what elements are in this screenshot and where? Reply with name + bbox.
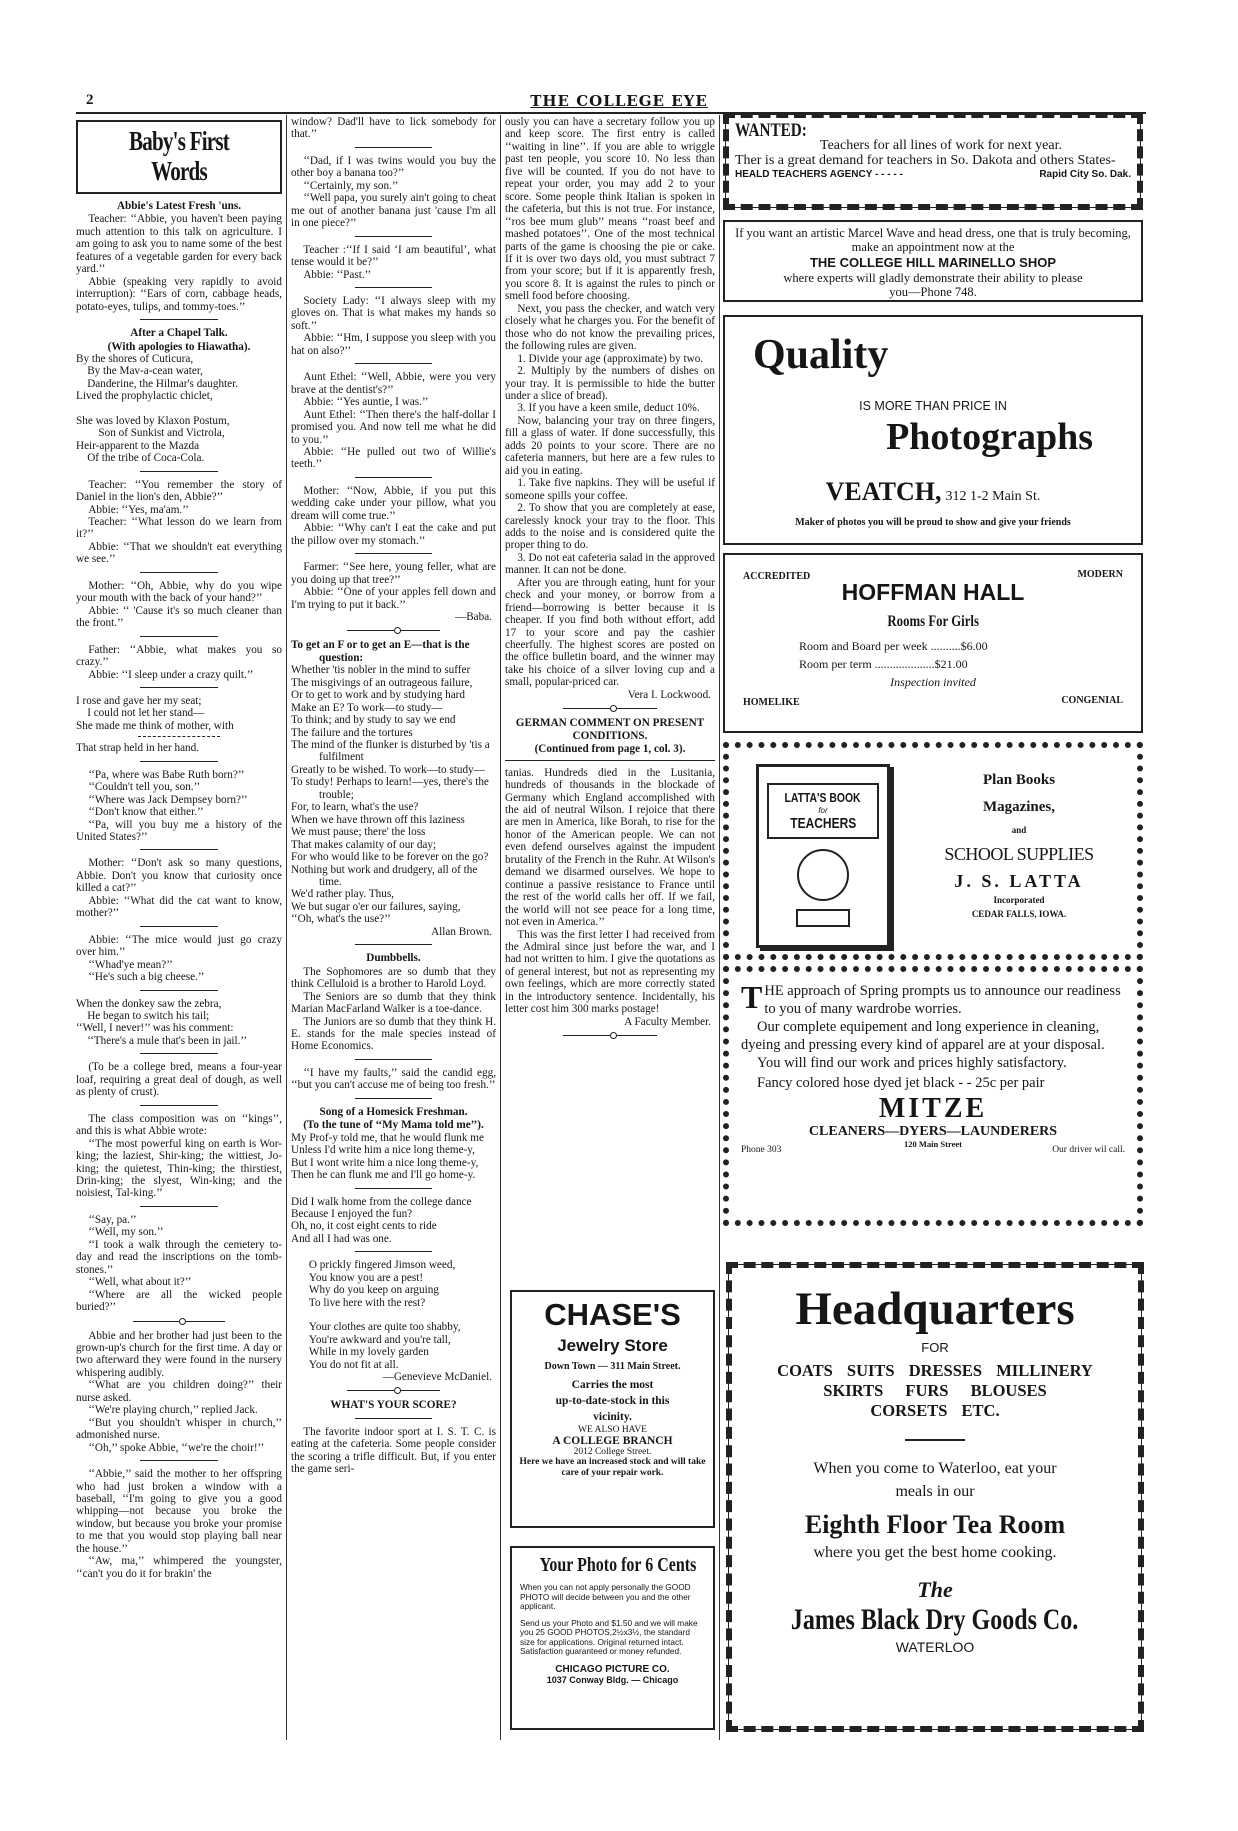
paragraph: Abbie: ‘‘The mice would just go crazy over him.’’ xyxy=(76,933,282,959)
paragraph: Father: ‘‘Abbie, what makes you so crazy.’’ xyxy=(76,643,282,669)
mitze-name: MITZE xyxy=(878,1093,988,1124)
paragraph: Next, you pass the checker, and watch very closely what he charges you. For the benefit of those who do not know the prevailing prices, the following rules are given. xyxy=(505,302,715,353)
paragraph: ‘‘Say, pa.’’ xyxy=(88,1213,137,1226)
paragraph: Teacher: ‘‘What lesson do we learn from it?’’ xyxy=(76,515,282,541)
wanted-line2: Ther is a great demand for teachers in So. Dakota and others States- xyxy=(735,153,1116,168)
divider xyxy=(140,1053,218,1054)
veatch-photographs: Photographs xyxy=(886,416,1093,458)
paragraph: ‘‘Certainly, my son.’’ xyxy=(303,179,399,192)
paragraph: ously you can have a secretary follow you up and keep score. The first entry is called ‘‘waiting in line’’. If you are able to wriggle past ten people, you score 10. No less than five will be counted. If you do not have to repeat your order, you may add 2 to your score. Some people think Italian is spoken in the cafeteria, but this is not true. For instance, ‘‘ros bee mum glub’’ means ‘‘roast beef and mashed potatoes’’. One of the most technical parts of the game is choosing the pie or cake. If it is over two days old, you must subtract 7 from your score; but if it is apparently fresh, you score 8. It is against the rules to pinch or smell food before choosing. xyxy=(505,116,715,303)
paragraph: Abbie: ‘‘Yes auntie, I was.’’ xyxy=(303,396,429,409)
paragraph: Abbie: ‘‘Hm, I suppose you sleep with you hat on also?’’ xyxy=(291,332,496,357)
divider xyxy=(140,1206,218,1207)
latta-book-illustration xyxy=(756,764,890,948)
verse-line: Lived the prophylactic chiclet, xyxy=(76,390,213,403)
divider xyxy=(140,990,218,991)
heading: Song of a Homesick Freshman. xyxy=(319,1105,468,1118)
divider xyxy=(505,760,715,761)
paragraph: Society Lady: ‘‘I always sleep with my gloves on. That is what makes my hands so soft.’’ xyxy=(291,294,496,332)
verse-line: While in my lovely garden xyxy=(308,1346,429,1359)
byline: Allan Brown. xyxy=(431,925,492,938)
latta-and: and xyxy=(1011,825,1027,835)
divider xyxy=(355,287,433,288)
marinello-shop: THE COLLEGE HILL MARINELLO SHOP xyxy=(809,255,1057,270)
mitze-trades: CLEANERS—DYERS—LAUNDERERS xyxy=(808,1124,1058,1139)
paragraph: ‘‘We're playing church,’’ replied Jack. xyxy=(88,1404,258,1417)
verse-line: To live here with the rest? xyxy=(308,1296,426,1309)
chase-also: WE ALSO HAVE xyxy=(578,1425,647,1435)
verse-line: My Prof-y told me, that he would flunk me xyxy=(291,1131,484,1144)
paragraph: ‘‘Abbie,’’ said the mother to her offspring who had just broken a window with a baseball, ‘‘I'm going to give you a good whipping—not because you broke the window, but because you broke your promise to me that you would stop playing ball near the house.’’ xyxy=(76,1468,282,1555)
verse-line: We must pause; there' the loss xyxy=(291,826,426,839)
jb-company: James Black Dry Goods Co. xyxy=(791,1603,1079,1636)
verse-line: Why do you keep on arguing xyxy=(308,1284,439,1297)
heading: After a Chapel Talk. xyxy=(130,327,228,340)
verse-line: Your clothes are quite too shabby, xyxy=(308,1321,461,1334)
chase-line2: up-to-date-stock in this xyxy=(555,1395,670,1407)
heading: GERMAN COMMENT ON PRESENT CONDITIONS. xyxy=(515,717,705,742)
chase-name: CHASE'S xyxy=(544,1297,681,1332)
hoffman-row-board: Room and Board per week ..........$6.00 xyxy=(799,639,988,653)
verse-line: To think; and by study to say we end xyxy=(291,714,456,727)
verse-line: Of the tribe of Coca-Cola. xyxy=(87,452,205,465)
paragraph: Abbie: ‘‘One of your apples fell down and I'm trying to put it back.’’ xyxy=(291,586,496,611)
paragraph: 3. If you have a keen smile, deduct 10%. xyxy=(517,402,700,415)
verse-line: For, to learn, what's the use? xyxy=(291,801,419,814)
paragraph: After you are through eating, hunt for your check and your money, or borrow from a friend—borrowing is better because it is cheaper. If you find both without effort, add 17 to your score and pay the cashier cheerfully. The highest scores are posted on the office bulletin board, and the winner may take his choice of a silver loving cup and a small, popular-priced car. xyxy=(505,576,715,689)
paragraph: Abbie: ‘‘That we shouldn't eat everything we see.’’ xyxy=(76,540,282,566)
hoffman-congenial: CONGENIAL xyxy=(1061,695,1123,706)
paragraph: ‘‘What are you children doing?’’ their nurse asked. xyxy=(76,1379,282,1404)
mitze-address: 120 Main Street xyxy=(904,1139,962,1149)
heading: To get an F or to get an E—that is the question: xyxy=(291,639,470,664)
paragraph: ‘‘He's such a big cheese.’’ xyxy=(88,971,205,984)
marinello-ad xyxy=(723,220,1143,302)
latta-school-supplies-ad xyxy=(723,742,1143,960)
latta-incorporated: Incorporated xyxy=(993,895,1045,905)
veatch-name: VEATCH, xyxy=(825,477,942,506)
paragraph: Farmer: ‘‘See here, young feller, what are you doing up that tree?’’ xyxy=(291,561,496,586)
jb-the: The xyxy=(917,1577,953,1602)
paragraph: ‘‘Well, my son.’’ xyxy=(88,1226,164,1239)
jb-tearoom: Eighth Floor Tea Room xyxy=(804,1510,1066,1539)
photo-ad xyxy=(510,1546,715,1730)
verse-line: Danderine, the Hilmar's daughter. xyxy=(87,377,239,390)
paragraph: 3. Do not eat cafeteria salad in the approved manner. It can not be done. xyxy=(505,551,715,577)
verse-line: By the Mav-a-cean water, xyxy=(87,365,203,378)
verse-line: We but sugar o'er our failures, saying, xyxy=(291,900,461,913)
paragraph: Abbie: ‘‘What did the cat want to know, mother?’’ xyxy=(76,894,282,920)
verse-line: Because I enjoyed the fun? xyxy=(291,1207,413,1220)
veatch-tagline: Maker of photos you will be proud to show and give your friends xyxy=(795,517,1071,528)
stanza-break xyxy=(291,1309,496,1321)
photo-ad-company: CHICAGO PICTURE CO. xyxy=(555,1663,670,1675)
divider xyxy=(140,636,218,637)
divider xyxy=(355,1188,433,1189)
book-emblem-icon xyxy=(797,849,849,901)
paragraph: Abbie: ‘‘Past.’’ xyxy=(303,268,372,281)
hoffman-title: HOFFMAN HALL xyxy=(841,579,1025,605)
verse-line: Unless I'd write him a nice long theme-y, xyxy=(291,1144,475,1157)
wanted-title: WANTED: xyxy=(735,120,807,141)
column-1 xyxy=(76,116,282,1736)
verse-line: She made me think of mother, with xyxy=(76,719,234,732)
hoffman-subtitle: Rooms For Girls xyxy=(887,613,979,630)
divider xyxy=(355,553,433,554)
jb-text-2: where you get the best home cooking. xyxy=(813,1544,1057,1561)
paragraph: ‘‘Dad, if I was twins would you buy the other boy a banana too?’’ xyxy=(291,154,496,180)
verse-line: Nothing but work and drudgery, all of the time. xyxy=(291,863,478,889)
byline: —Genevieve McDaniel. xyxy=(382,1370,492,1383)
divider xyxy=(355,1059,433,1060)
wanted-line1: Teachers for all lines of work for next year. xyxy=(820,138,1062,153)
divider xyxy=(140,572,218,573)
verse-line: Did I walk home from the college dance xyxy=(291,1195,472,1208)
mitze-drop-cap: T xyxy=(741,979,763,1015)
verse-line: ‘‘Well, I never!’’ was his comment: xyxy=(76,1022,234,1035)
photo-ad-address: 1037 Conway Bldg. — Chicago xyxy=(546,1674,679,1685)
divider xyxy=(563,708,658,709)
photo-ad-text-1: When you can not apply personally the GOOD PHOTO will decide between you and the other applicant. xyxy=(520,1582,691,1611)
paragraph: Abbie: ‘‘ 'Cause it's so much cleaner than the front.’’ xyxy=(76,604,282,630)
divider xyxy=(355,477,433,478)
divider xyxy=(140,319,218,320)
masthead: THE COLLEGE EYE xyxy=(530,92,708,110)
chase-branch-address: 2012 College Street. xyxy=(573,1447,652,1457)
paragraph: ‘‘Well, what about it?’’ xyxy=(88,1276,192,1289)
paragraph: (To be a college bred, means a four-year loaf, requiring a great deal of dough, as well as plenty of crust). xyxy=(76,1061,282,1099)
paragraph: ‘‘Pa, will you buy me a history of the United States?’’ xyxy=(76,818,282,844)
paragraph: This was the first letter I had received from the Admiral since just before the war, and I had not written to him. I give the quotations as of general interest, but not as representing my own feelings, which are more correctly stated in the introductory sentence. Incidentally, his letter cost him 300 marks postage! xyxy=(505,928,715,1016)
divider xyxy=(140,761,218,762)
chase-branch-text: Here we have an increased stock and will take care of your repair work. xyxy=(519,1457,706,1478)
subheading: (With apologies to Hiawatha). xyxy=(107,340,251,353)
byline: Vera I. Lockwood. xyxy=(627,688,711,701)
veatch-photographs-ad xyxy=(723,315,1143,545)
verse-line: The misgivings of an outrageous failure, xyxy=(291,676,473,689)
veatch-address: 312 1-2 Main St. xyxy=(945,489,1041,504)
paragraph: Abbie and her brother had just been to the grown-up's church for the first time. A day or two afterward they were found in the nursery whispering audibly. xyxy=(76,1329,282,1379)
verse-line: That makes calamity of our day; xyxy=(291,838,437,851)
marinello-line2: where experts will gladly demonstrate their ability to please you—Phone 748. xyxy=(783,271,1083,299)
paragraph: The favorite indoor sport at I. S. T. C. is eating at the cafeteria. Some people consider the scoring a trifle difficult. But, if you enter the game seri- xyxy=(291,1425,496,1476)
hoffman-hall-ad xyxy=(723,553,1143,733)
divider xyxy=(347,630,439,631)
paragraph: The Seniors are so dumb that they think Marian MacFarland Walker is a toe-dance. xyxy=(291,990,496,1016)
mitze-text-4: Fancy colored hose dyed jet black - - 25c per pair xyxy=(757,1075,1045,1091)
paragraph: Abbie: ‘‘He pulled out two of Willie's teeth.’’ xyxy=(291,445,496,471)
chase-jewelry-ad xyxy=(510,1290,715,1528)
chase-line3: vicinity. xyxy=(593,1411,632,1423)
paragraph: window? Dad'll have to lick somebody for that.’’ xyxy=(291,116,496,141)
divider xyxy=(140,1460,218,1461)
verse-line: We'd rather play. Thus, xyxy=(291,888,395,901)
divider xyxy=(355,1251,433,1252)
verse-line: That strap held in her hand. xyxy=(76,742,200,755)
verse-line: O prickly fingered Jimson weed, xyxy=(308,1259,456,1272)
verse-line: But I wont write him a nice long theme-y, xyxy=(291,1156,479,1169)
paragraph: Teacher :‘‘If I said ‘I am beautiful’, what tense would it be?’’ xyxy=(291,243,496,269)
paragraph: ‘‘But you shouldn't whisper in church,’’ admonished nurse. xyxy=(76,1416,282,1442)
book-title-for: for xyxy=(818,806,828,815)
verse-line: And all I had was one. xyxy=(291,1232,392,1245)
jb-text-1: When you come to Waterloo, eat your meals in our xyxy=(813,1460,1057,1500)
verse-line: Or to get to work and by studying hard xyxy=(291,689,466,702)
verse-line: For who would like to be forever on the go? xyxy=(291,851,489,864)
mitze-cleaners-ad xyxy=(723,966,1143,1226)
divider xyxy=(355,147,433,148)
byline: —Baba. xyxy=(455,610,492,623)
page-number: 2 xyxy=(86,92,94,108)
paragraph: ‘‘Aw, ma,’’ whimpered the youngster, ‘‘can't you do it for brakin' the xyxy=(76,1555,282,1580)
paragraph: ‘‘I have my faults,’’ said the candid egg, ‘‘but you can't accuse me of being too fresh.’’ xyxy=(291,1066,496,1092)
paragraph: Abbie (speaking very rapidly to avoid interruption): ‘‘Ears of corn, cabbage heads, potato-eyes, tulips, and tommy-toes.’’ xyxy=(76,275,282,313)
paragraph: ‘‘Pa, where was Babe Ruth born?’’ xyxy=(88,768,245,781)
column-divider xyxy=(286,115,287,1740)
paragraph: Aunt Ethel: ‘‘Then there's the half-dollar I promised you. And now tell me what he did to you.’’ xyxy=(291,408,496,446)
mitze-text-2: Our complete equipement and long experience in cleaning, dyeing and pressing every kind of apparel are at your disposal. xyxy=(741,1019,1105,1053)
verse-line: By the shores of Cuticura, xyxy=(76,352,194,365)
verse-line: I could not let her stand— xyxy=(87,707,205,720)
wanted-agency: HEALD TEACHERS AGENCY - - - - - xyxy=(735,169,903,180)
subheading: (To the tune of ‘‘My Mama told me’’). xyxy=(303,1119,484,1132)
verse-line: She was loved by Klaxon Postum, xyxy=(76,414,230,427)
paragraph: ‘‘Couldn't tell you, son.’’ xyxy=(88,781,201,794)
chase-subtitle: Jewelry Store xyxy=(557,1336,668,1355)
book-title-line2: TEACHERS xyxy=(789,815,856,832)
james-black-dry-goods-ad xyxy=(726,1262,1144,1732)
veatch-mid: IS MORE THAN PRICE IN xyxy=(859,399,1007,413)
photo-ad-title: Your Photo for 6 Cents xyxy=(539,1554,697,1576)
hoffman-accredited: ACCREDITED xyxy=(743,571,811,582)
latta-city: CEDAR FALLS, IOWA. xyxy=(971,909,1067,919)
mitze-phone: Phone 303 xyxy=(741,1145,782,1155)
latta-school-supplies: SCHOOL SUPPLIES xyxy=(944,844,1094,864)
photo-ad-text-2: Send us your Photo and $1.50 and we will make you 25 GOOD PHOTOS,2½x3½, the standard size for applications. Original returned intact. Satisfaction guaranteed or money refunded. xyxy=(520,1617,698,1656)
wanted-city: Rapid City So. Dak. xyxy=(1039,169,1131,180)
verse-line: I rose and gave her my seat; xyxy=(76,694,202,707)
verse-line: Whether 'tis nobler in the mind to suffer xyxy=(291,664,471,677)
latta-magazines: Magazines, xyxy=(982,799,1056,815)
paragraph: Mother: ‘‘Don't ask so many questions, Abbie. Don't you know that curiosity once killed a cat?’’ xyxy=(76,857,282,895)
paragraph: The Sophomores are so dumb that they think Celluloid is a brother to Harold Loyd. xyxy=(291,965,496,991)
column-2 xyxy=(291,116,496,1736)
paragraph: Mother: ‘‘Oh, Abbie, why do you wipe your mouth with the back of your hand?’’ xyxy=(76,579,282,605)
paragraph: Teacher: ‘‘Abbie, you haven't been paying much attention to this talk on agriculture. I am going to ask you to name some of the best features of a vegetable garden for every back yard.’’ xyxy=(76,213,282,276)
paragraph: Now, balancing your tray on three fingers, fill a glass of water. If done successfully, this adds 20 points to your score. There are no cafeteria manners, but here are a few rules to aid you in eating. xyxy=(505,414,715,477)
paragraph: ‘‘Oh,’’ spoke Abbie, ‘‘we're the choir!’’ xyxy=(88,1441,265,1454)
paragraph: 1. Divide your age (approximate) by two. xyxy=(517,352,704,365)
book-title-line1: LATTA'S BOOK xyxy=(784,790,862,805)
paragraph: ‘‘The most powerful king on earth is Wor-king; the laziest, Shir-king; the wittiest, Jo-king; the quietest, Thin-king; the thirstiest, Drin-king; the slyest, Win-king; and the noisiest, Tal-king.’’ xyxy=(76,1137,282,1200)
divider xyxy=(138,736,220,737)
book-label-icon xyxy=(796,909,850,927)
verse-line: When we have thrown off this laziness xyxy=(291,813,465,826)
heald-teachers-ad xyxy=(723,112,1143,210)
column-3 xyxy=(505,116,715,1281)
chase-line1: Carries the most xyxy=(571,1379,654,1391)
jb-city: WATERLOO xyxy=(895,1639,975,1655)
paragraph: The Juniors are so dumb that they think H. E. stands for the male species instead of Home Economics. xyxy=(291,1015,496,1053)
feature-title-box xyxy=(76,120,282,194)
paragraph: Mother: ‘‘Now, Abbie, if you put this wedding cake under your pillow, what you dream will come true.’’ xyxy=(291,484,496,522)
divider xyxy=(140,471,218,472)
mitze-driver: Our driver wil call. xyxy=(1052,1145,1125,1155)
verse-line: The mind of the flunker is disturbed by 'tis a fulfilment xyxy=(291,739,490,764)
heading: WHAT'S YOUR SCORE? xyxy=(330,1399,457,1412)
verse-line: The failure and the tortures xyxy=(291,726,413,739)
divider xyxy=(140,849,218,850)
chase-location: Down Town — 311 Main Street. xyxy=(544,1361,681,1372)
jb-for: FOR xyxy=(921,1340,949,1355)
verse-line: Then he can flunk me and I'll go home-y. xyxy=(291,1169,476,1182)
paragraph: Abbie: ‘‘Yes, ma'am.’’ xyxy=(88,503,189,516)
hoffman-modern: MODERN xyxy=(1077,569,1123,580)
divider xyxy=(133,1321,226,1322)
verse-line: You do not fit at all. xyxy=(308,1358,399,1371)
verse-line: To study! Perhaps to learn!—yes, there's the trouble; xyxy=(291,776,489,801)
divider xyxy=(355,236,433,237)
verse-line: When the donkey saw the zebra, xyxy=(76,997,222,1010)
latta-plan-books: Plan Books xyxy=(982,772,1056,788)
divider xyxy=(140,1105,218,1106)
verse-line: He began to switch his tail; xyxy=(87,1010,210,1023)
paragraph: Aunt Ethel: ‘‘Well, Abbie, were you very brave at the dentist's?’’ xyxy=(291,371,496,396)
paragraph: ‘‘I took a walk through the cemetery to-day and read the inscriptions on the tomb-stones.’’ xyxy=(76,1238,282,1276)
divider xyxy=(140,687,218,688)
verse-line: You're awkward and you're tall, xyxy=(308,1333,451,1346)
verse-line: You know you are a pest! xyxy=(308,1271,424,1284)
paragraph: ‘‘Don't know that either.’’ xyxy=(88,806,204,819)
verse-line: Oh, no, it cost eight cents to ride xyxy=(291,1220,437,1233)
jb-items-3: CORSETS ETC. xyxy=(870,1401,1000,1420)
mitze-text-1: HE approach of Spring prompts us to announce our readiness to you of many wardrobe worries. xyxy=(764,983,1121,1017)
paragraph: 2. To show that you are completely at ease, carelessly knock your tray to the floor. This adds to the noise and is considered quite the proper thing to do. xyxy=(505,502,715,552)
divider xyxy=(140,926,218,927)
chase-branch: A COLLEGE BRANCH xyxy=(552,1435,673,1447)
feature-title: Baby's First Words xyxy=(128,126,230,186)
paragraph: The class composition was on ‘‘kings’’, and this is what Abbie wrote: xyxy=(76,1112,282,1138)
stanza-break xyxy=(76,403,282,415)
verse-line: Heir-apparent to the Mazda xyxy=(76,439,200,452)
hoffman-homelike: HOMELIKE xyxy=(743,697,800,708)
paragraph: ‘‘Well papa, you surely ain't going to cheat me out of another banana just 'cause I'm all in one piece?’’ xyxy=(291,192,496,230)
jb-items-2: SKIRTS FURS BLOUSES xyxy=(823,1381,1047,1400)
paragraph: 1. Take five napkins. They will be useful if someone spills your coffee. xyxy=(505,477,715,502)
marinello-line1: If you want an artistic Marcel Wave and head dress, one that is truly becoming, make an appointment now at the xyxy=(735,226,1131,254)
divider xyxy=(355,1098,433,1099)
verse-line: Make an E? To work—to study— xyxy=(291,701,443,714)
paragraph: ‘‘Where are all the wicked people buried?’’ xyxy=(76,1288,282,1314)
divider xyxy=(355,1418,433,1419)
heading: Abbie's Latest Fresh 'uns. xyxy=(116,200,242,212)
latta-name: J. S. LATTA xyxy=(954,871,1084,891)
divider xyxy=(355,944,433,945)
verse-line: ‘‘Oh, what's the use?’’ xyxy=(291,913,391,926)
divider xyxy=(347,1390,439,1391)
byline: A Faculty Member. xyxy=(624,1015,711,1028)
paragraph: Teacher: ‘‘You remember the story of Daniel in the lion's den, Abbie?’’ xyxy=(76,478,282,504)
subheading: (Continued from page 1, col. 3). xyxy=(534,743,686,756)
paragraph: 2. Multiply by the numbers of dishes on your tray. It is permissible to hide the butter under a slice of bread). xyxy=(505,365,715,402)
verse-line: Greatly to be wished. To work—to study— xyxy=(291,763,485,776)
column-divider xyxy=(500,115,501,1740)
paragraph: Abbie: ‘‘Why can't I eat the cake and put the pillow over my stomach.’’ xyxy=(291,522,496,547)
jb-items-1: COATS SUITS DRESSES MILLINERY xyxy=(777,1361,1093,1380)
heading: Dumbbells. xyxy=(366,952,421,965)
paragraph: tanias. Hundreds died in the Lusitania, hundreds of thousands in the blockade of Germany which England accomplished with the aid of neutral Wilson. I rejoice that there are men in America, like Borah, to rise for the honor of the American people. We can not even defend ourselves against the impudent brutality of the French in the Ruhr. At Wilson's demand we disarmed ourselves. We hope to continue a passive resistance to France until the rest of the world calls her off. If we fail, the world will not see peace for a long time, not even in America.’’ xyxy=(505,766,715,929)
verse-line: ‘‘There's a mule that's been in jail.’’ xyxy=(87,1034,248,1047)
paragraph: ‘‘Whad'ye mean?’’ xyxy=(88,958,173,971)
mitze-text-3: You will find our work and prices highly satisfactory. xyxy=(757,1055,1067,1071)
paragraph: ‘‘Where was Jack Dempsey born?’’ xyxy=(88,793,248,806)
divider xyxy=(563,1035,658,1036)
jb-divider xyxy=(905,1439,965,1441)
hoffman-row-term: Room per term ....................$21.00 xyxy=(799,657,968,671)
column-divider xyxy=(719,115,720,1740)
hoffman-note: Inspection invited xyxy=(890,675,976,689)
veatch-quality: Quality xyxy=(753,332,889,378)
jb-headline: Headquarters xyxy=(795,1283,1075,1335)
divider xyxy=(355,363,433,364)
verse-line: Son of Sunkist and Victrola, xyxy=(98,427,225,440)
paragraph: Abbie: ‘‘I sleep under a crazy quilt.’’ xyxy=(88,668,254,681)
